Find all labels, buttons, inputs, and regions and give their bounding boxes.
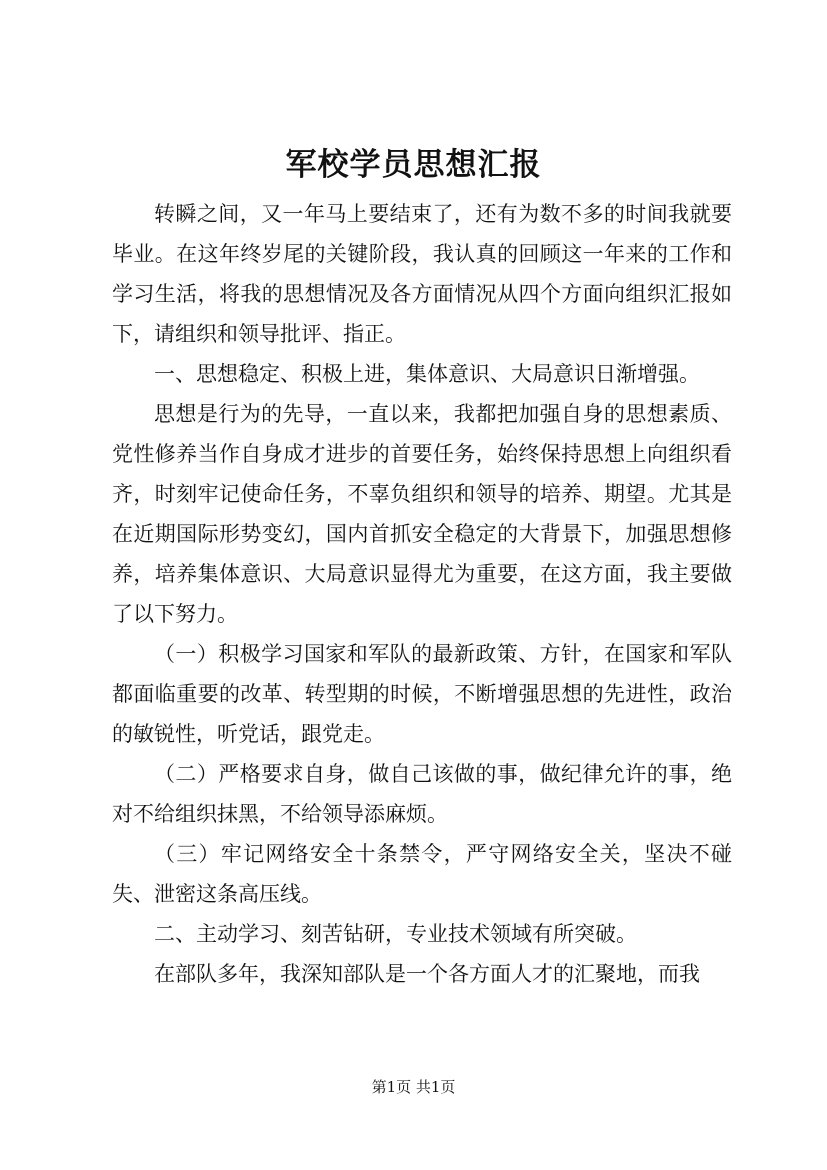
- paragraph-item-1: （一）积极学习国家和军队的最新政策、方针，在国家和军队都面临重要的改革、转型期的时候，不断增强思想的先进性，政治的敏锐性，听党话，跟党走。: [112, 642, 732, 746]
- paragraph-item-2: （二）严格要求自身，做自己该做的事，做纪律允许的事，绝对不给组织抹黑，不给领导添麻烦。: [112, 762, 732, 826]
- paragraph-intro: 转瞬之间，又一年马上要结束了，还有为数不多的时间我就要毕业。在这年终岁尾的关键阶段，我认真的回顾这一年来的工作和学习生活，将我的思想情况及各方面情况从四个方面向组织汇报如下，请组织和领导批评、指正。: [112, 202, 732, 346]
- paragraph-item-3: （三）牢记网络安全十条禁令，严守网络安全关，坚决不碰失、泄密这条高压线。: [112, 842, 732, 906]
- paragraph-section-1-body: 思想是行为的先导，一直以来，我都把加强自身的思想素质、党性修养当作自身成才进步的首要任务，始终保持思想上向组织看齐，时刻牢记使命任务，不辜负组织和领导的培养、期望。尤其是在近期国际形势变幻，国内首抓安全稳定的大背景下，加强思想修养，培养集体意识、大局意识显得尤为重要，在这方面，我主要做了以下努力。: [112, 402, 732, 626]
- paragraph-section-2-body: 在部队多年，我深知部队是一个各方面人才的汇聚地，而我: [154, 962, 700, 986]
- document-body: [112, 194, 732, 994]
- document-title: 军校学员思想汇报: [285, 147, 542, 183]
- heading-section-2: 二、主动学习、刻苦钻研，专业技术领域有所突破。: [154, 922, 637, 946]
- page-footer: 第1页 共1页: [371, 1078, 456, 1096]
- heading-section-1: 一、思想稳定、积极上进，集体意识、大局意识日渐增强。: [154, 362, 700, 386]
